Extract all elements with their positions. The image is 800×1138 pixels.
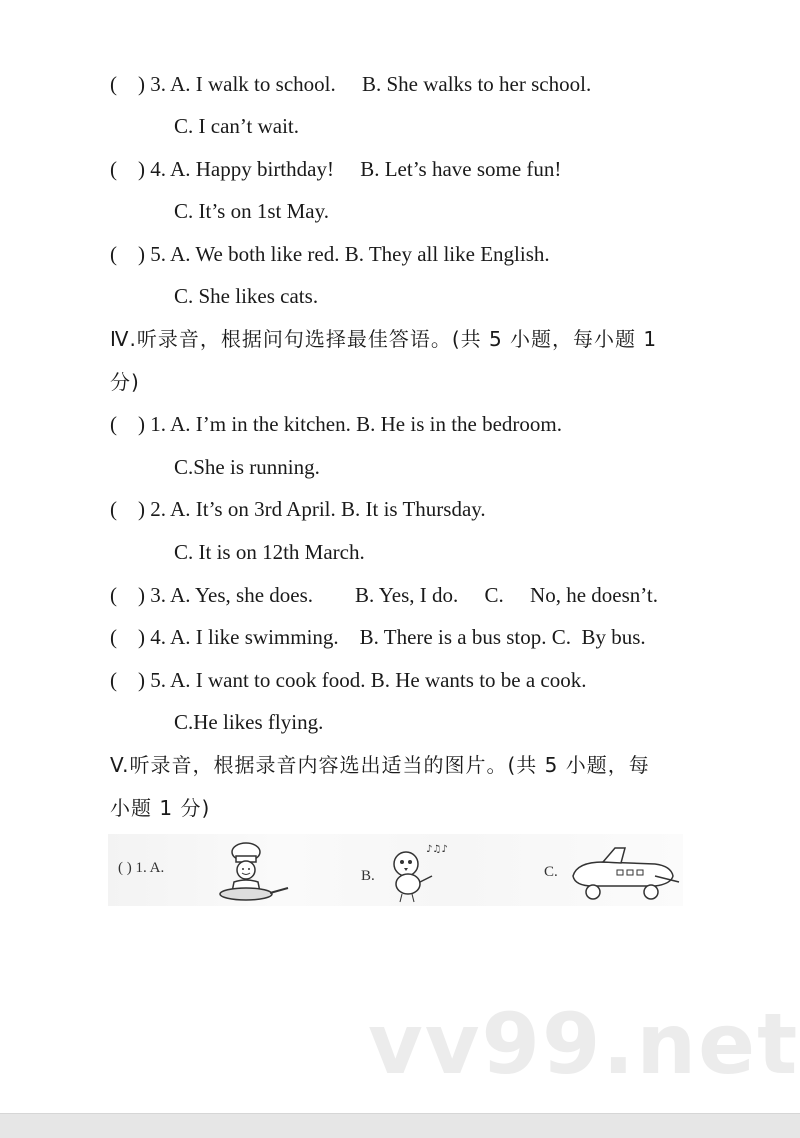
cartoon-bird-icon xyxy=(378,840,468,904)
s4-question-5-option-c: C.He likes flying. xyxy=(174,710,324,734)
question-4-option-c: C. It’s on 1st May. xyxy=(174,199,329,223)
question-3-option-c: C. I can’t wait. xyxy=(174,114,299,138)
watermark: vv99.net xyxy=(368,995,800,1093)
s4-question-1-option-c: C.She is running. xyxy=(174,455,320,479)
question-3-line1: ( ) 3. A. I walk to school. B. She walks to her school. xyxy=(110,72,592,96)
section-5-heading-cont: 小题 1 分) xyxy=(110,796,211,820)
picture-row xyxy=(108,834,683,906)
picture-question-label: ( ) 1. A. xyxy=(118,860,165,876)
svg-text:♪♫♪: ♪♫♪ xyxy=(426,844,448,855)
s4-question-3-line1: ( ) 3. A. Yes, she does. B. Yes, I do. C. No, he doesn’t. xyxy=(110,583,658,607)
question-5-line1: ( ) 5. A. We both like red. B. They all like English. xyxy=(110,242,550,266)
section-4-heading: Ⅳ.听录音，根据问句选择最佳答语。(共 5 小题，每小题 1 xyxy=(110,327,658,351)
question-5-option-c: C. She likes cats. xyxy=(174,284,319,308)
picture-b-label: B. xyxy=(361,868,375,884)
section-4-heading-cont: 分) xyxy=(110,370,140,394)
picture-c-label: C. xyxy=(544,864,558,880)
s4-question-4-line1: ( ) 4. A. I like swimming. B. There is a bus stop. C. By bus. xyxy=(110,625,646,649)
s4-question-1-line1: ( ) 1. A. I’m in the kitchen. B. He is in the bedroom. xyxy=(110,412,563,436)
s4-question-2-line1: ( ) 2. A. It’s on 3rd April. B. It is Thursday. xyxy=(110,497,486,521)
chef-cooking-icon xyxy=(206,838,296,904)
question-4-line1: ( ) 4. A. Happy birthday! B. Let’s have some fun! xyxy=(110,157,562,181)
section-5-heading: V.听录音，根据录音内容选出适当的图片。(共 5 小题，每 xyxy=(110,753,650,777)
airplane-icon xyxy=(563,842,681,902)
page-bottom-bar xyxy=(0,1113,800,1138)
s4-question-5-line1: ( ) 5. A. I want to cook food. B. He wants to be a cook. xyxy=(110,668,587,692)
s4-question-2-option-c: C. It is on 12th March. xyxy=(174,540,365,564)
